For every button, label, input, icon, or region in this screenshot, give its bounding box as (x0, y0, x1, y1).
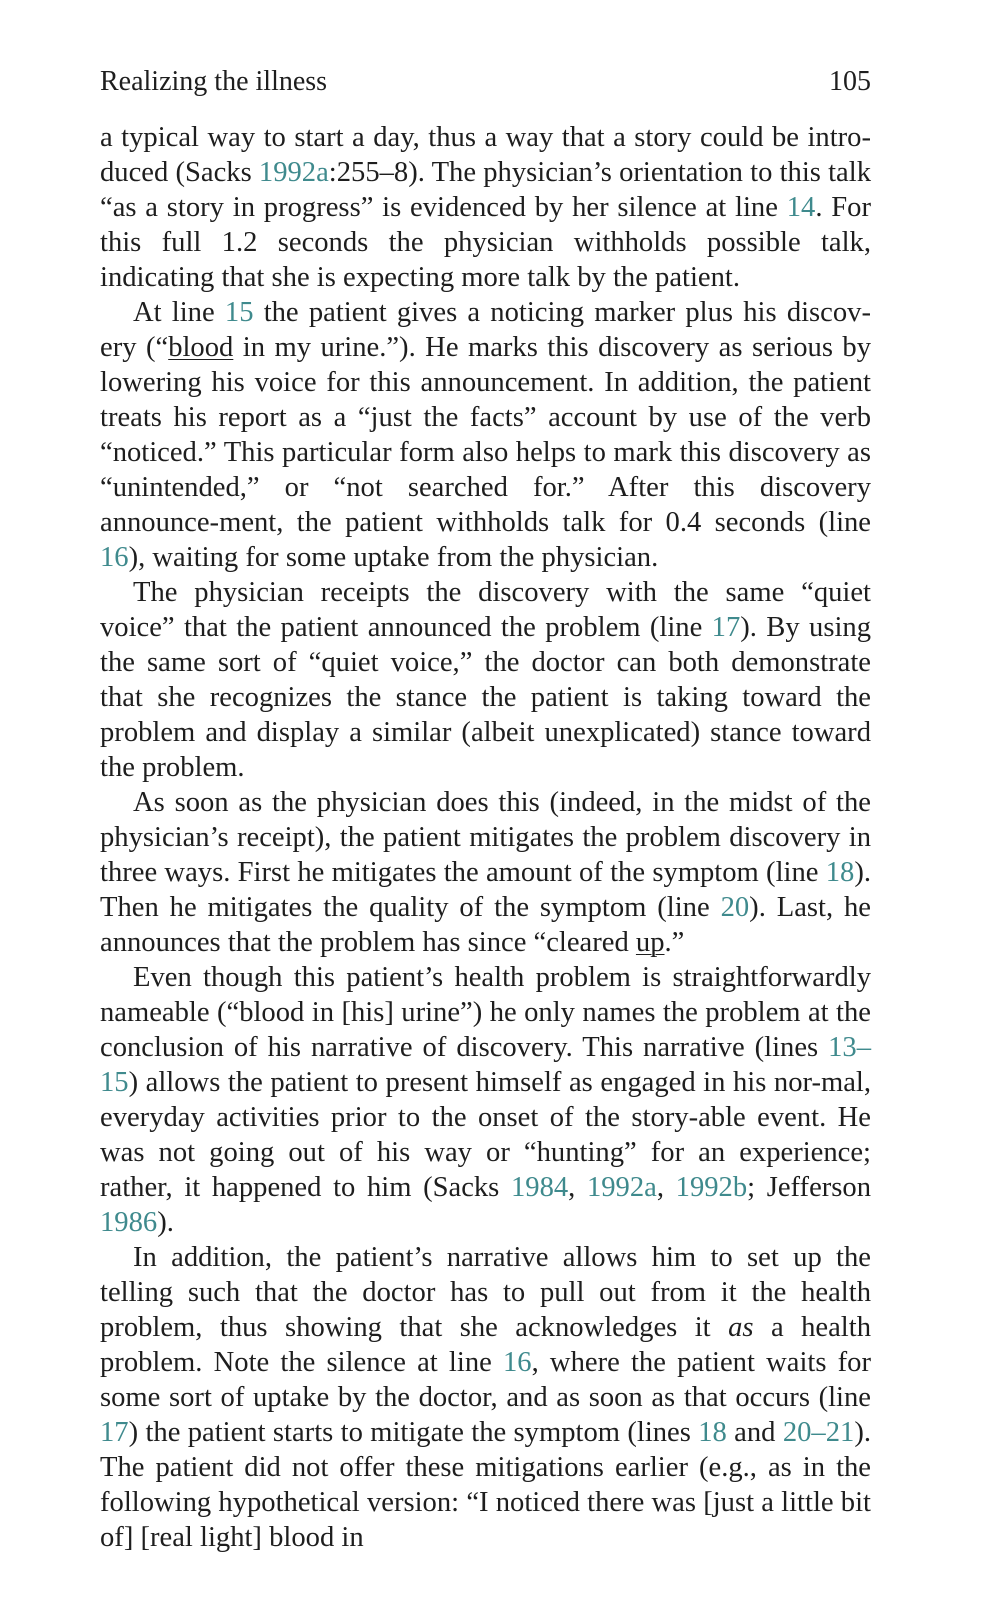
text-run: ; Jefferson (747, 1172, 871, 1203)
text-run: a typical way to start a day, thus a way that a story could be intro-duced (Sacks (100, 122, 871, 188)
text-run: ), waiting for some uptake from the physician. (128, 542, 659, 573)
paragraph-2 (100, 295, 871, 575)
reference-link[interactable]: 14 (786, 192, 816, 223)
text-run: ). (157, 1207, 174, 1238)
text-run: ). The patient did not offer these mitigations earlier (e.g., as in the following hypothetical version: “I noticed there was [just a little bit of] [real light] blood in (100, 1417, 871, 1553)
reference-link[interactable]: 18 (698, 1417, 727, 1448)
text-run: ). Last, he announces that the problem has since “cleared (100, 892, 871, 958)
text-run: ). By using the same sort of “quiet voice,” the doctor can both demonstrate that she recognizes the stance the patient is taking toward the problem and display a similar (albeit unexplicated) stance toward the problem. (100, 612, 871, 783)
text-run: Even though this patient’s health problem is straightforwardly nameable (“blood in [his] urine”) he only names the problem at the conclusion of his narrative of discovery. This narrative (lines (100, 962, 871, 1063)
reference-link[interactable]: 20 (720, 892, 750, 923)
text-run: a health problem. Note the silence at line (100, 1312, 871, 1378)
paragraph-4 (100, 785, 871, 960)
text-run: :255–8). The physician’s orientation to this talk “as a story in progress” is evidenced by her silence at line (100, 157, 871, 223)
paragraph-5 (100, 960, 871, 1240)
text-run: As soon as the physician does this (indeed, in the midst of the physician’s receipt), the patient mitigates the problem discovery in three ways. First he mitigates the amount of the symptom (line (100, 787, 871, 888)
reference-link[interactable]: 17 (711, 612, 741, 643)
text-run: , (656, 1172, 676, 1203)
text-run: , (568, 1172, 587, 1203)
text-run: At line (133, 297, 225, 328)
underlined-text: blood (168, 332, 234, 363)
reference-link[interactable]: 1984 (510, 1172, 569, 1203)
reference-link[interactable]: 1986 (100, 1207, 158, 1238)
text-run: and (726, 1417, 783, 1448)
text-run: ). Then he mitigates the quality of the symptom (line (100, 857, 871, 923)
text-run: in my urine.”). He marks this discovery as serious by lowering his voice for this announcement. In addition, the patient treats his report as a “just the facts” account by use of the verb “noticed.” This particular form also helps to mark this discovery as “unintended,” or “not searched for.” After this discovery announce-ment, the patient withholds talk for 0.4 seconds (line (100, 332, 872, 538)
reference-link[interactable]: 1992a (258, 157, 329, 188)
text-run: ) allows the patient to present himself as engaged in his nor-mal, everyday activities prior to the onset of the story-able event. He was not going out of his way or “hunting” for an experience; rather, it happened to him (Sacks (100, 1067, 871, 1203)
paragraph-6 (100, 1240, 871, 1555)
underlined-text: up (635, 927, 665, 958)
reference-link[interactable]: 1992b (675, 1172, 748, 1203)
reference-link[interactable]: 13–15 (100, 1032, 871, 1098)
text-run: ) the patient starts to mitigate the symptom (lines (128, 1417, 699, 1448)
running-head (100, 62, 871, 102)
body-text (100, 120, 871, 1555)
reference-link[interactable]: 18 (825, 857, 855, 888)
text-run: . For this full 1.2 seconds the physician withholds possible talk, indicating that she is expecting more talk by the patient. (100, 192, 871, 293)
paragraph-3 (100, 575, 871, 785)
reference-link[interactable]: 17 (100, 1417, 129, 1448)
reference-link[interactable]: 15 (224, 297, 254, 328)
reference-link[interactable]: 20–21 (782, 1417, 855, 1448)
text-run: In addition, the patient’s narrative allows him to set up the telling such that the doctor has to pull out from it the health problem, thus showing that she acknowledges it (100, 1242, 871, 1343)
text-run: , where the patient waits for some sort of uptake by the doctor, and as soon as that occurs (line (100, 1347, 871, 1413)
page-number: 105 (829, 66, 871, 97)
italic-text: as (728, 1312, 754, 1343)
text-run: .” (664, 927, 685, 958)
running-head-title: Realizing the illness (100, 66, 328, 97)
reference-link[interactable]: 16 (503, 1347, 532, 1378)
reference-link[interactable]: 16 (100, 542, 129, 573)
text-run: The physician receipts the discovery with the same “quiet voice” that the patient announced the problem (line (100, 577, 871, 643)
text-run: the patient gives a noticing marker plus his discov-ery (“ (100, 297, 871, 363)
reference-link[interactable]: 1992a (586, 1172, 657, 1203)
paragraph-1 (100, 120, 871, 295)
